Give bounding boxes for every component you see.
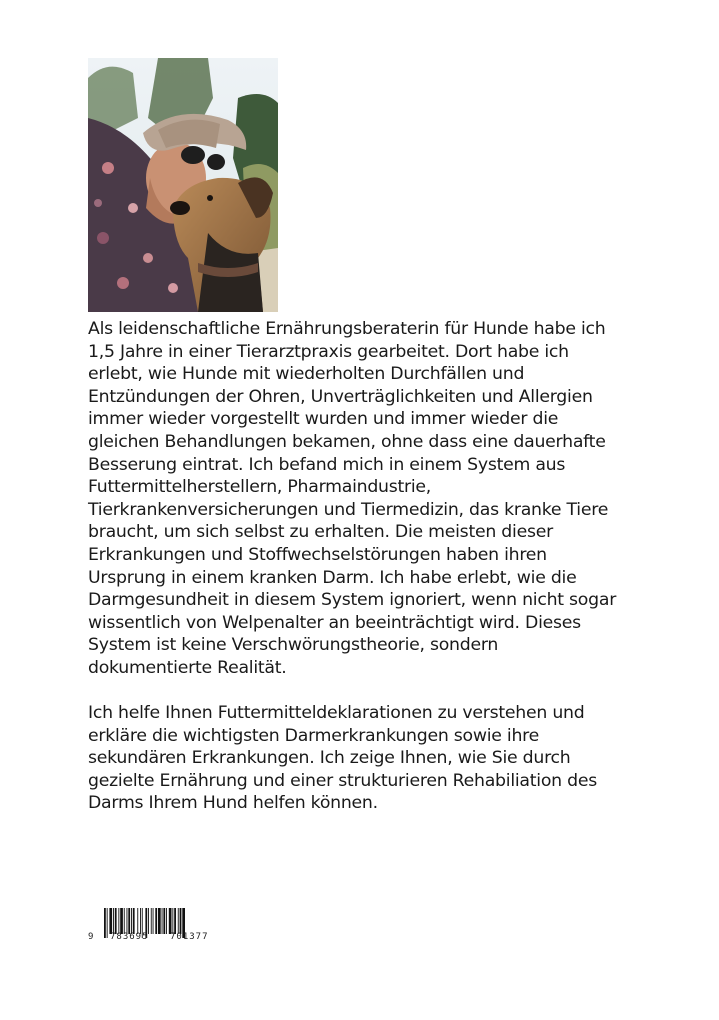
text-line: Tierkrankenversicherungen und Tiermedizin, das kranke Tiere	[88, 499, 609, 520]
barcode-bar	[163, 908, 165, 934]
barcode-bar	[153, 908, 154, 934]
text-line: wissentlich von Welpenalter an beeinträchtigt wird. Dieses	[88, 612, 581, 633]
text-line: braucht, um sich selbst zu erhalten. Die meisten dieser	[88, 522, 553, 543]
barcode-bar	[128, 908, 130, 934]
author-photo	[88, 58, 278, 312]
barcode-bar	[133, 908, 135, 934]
barcode-bar	[109, 908, 112, 934]
paragraph-2	[88, 702, 633, 815]
barcode-bar	[162, 908, 163, 934]
barcode-bar	[127, 908, 128, 934]
barcode-group-1: 783695	[110, 932, 149, 942]
barcode-lead-digit: 9	[88, 932, 95, 942]
text-line: sekundären Erkrankungen. Ich zeige Ihnen, wie Sie durch	[88, 748, 571, 769]
barcode-bar	[120, 908, 123, 934]
barcode-bar	[148, 908, 149, 934]
text-line: gleichen Behandlungen bekamen, ohne dass eine dauerhafte	[88, 431, 606, 452]
text-line: Erkrankungen und Stoffwechselstörungen haben ihren	[88, 544, 547, 565]
isbn-barcode	[88, 908, 228, 948]
barcode-bar	[104, 908, 106, 938]
barcode-bar	[113, 908, 114, 934]
barcode-group-2: 701377	[170, 932, 209, 942]
text-line: System ist keine Verschwörungstheorie, sondern	[88, 635, 499, 656]
barcode-bar	[158, 908, 161, 934]
barcode-bar	[178, 908, 179, 934]
text-line: Ursprung in einem kranken Darm. Ich habe erlebt, wie die	[88, 567, 577, 588]
text-line: immer wieder vorgestellt wurden und immer wieder die	[88, 409, 559, 430]
text-line: Darms Ihrem Hund helfen können.	[88, 793, 378, 814]
text-line: Entzündungen der Ohren, Unverträglichkeiten und Allergien	[88, 386, 593, 407]
text-line: erkläre die wichtigsten Darmerkrankungen sowie ihre	[88, 725, 540, 746]
barcode-bar	[174, 908, 176, 934]
barcode-bar	[140, 908, 141, 934]
barcode-bar	[180, 908, 182, 934]
text-line: Als leidenschaftliche Ernährungsberaterin für Hunde habe ich	[88, 319, 606, 339]
text-line: Futtermittelherstellern, Pharmaindustrie,	[88, 477, 432, 498]
text-line: Besserung eintrat. Ich befand mich in einem System aus	[88, 454, 566, 475]
barcode-bar	[166, 908, 167, 934]
paragraph-1	[88, 318, 633, 680]
barcode-bar	[151, 908, 152, 934]
barcode-bar	[169, 908, 172, 934]
barcode-bar	[155, 908, 157, 934]
barcode-bar	[115, 908, 117, 934]
barcode-bar	[118, 908, 119, 934]
text-line: dokumentierte Realität.	[88, 657, 287, 678]
text-line: 1,5 Jahre in einer Tierarztpraxis gearbeitet. Dort habe ich	[88, 341, 569, 362]
barcode-bar	[172, 908, 173, 934]
text-line: Darmgesundheit in diesem System ignoriert, wenn nicht sogar	[88, 590, 617, 611]
text-line: erlebt, wie Hunde mit wiederholten Durchfällen und	[88, 364, 525, 385]
barcode-bar	[137, 908, 138, 934]
text-line: Ich helfe Ihnen Futtermitteldeklarationen zu verstehen und	[88, 703, 585, 724]
barcode-bar	[131, 908, 132, 934]
barcode-bar	[107, 908, 108, 938]
barcode-bar	[124, 908, 125, 934]
text-line: gezielte Ernährung und einer strukturieren Rehabiliation des	[88, 770, 597, 791]
back-cover-text	[88, 318, 633, 815]
